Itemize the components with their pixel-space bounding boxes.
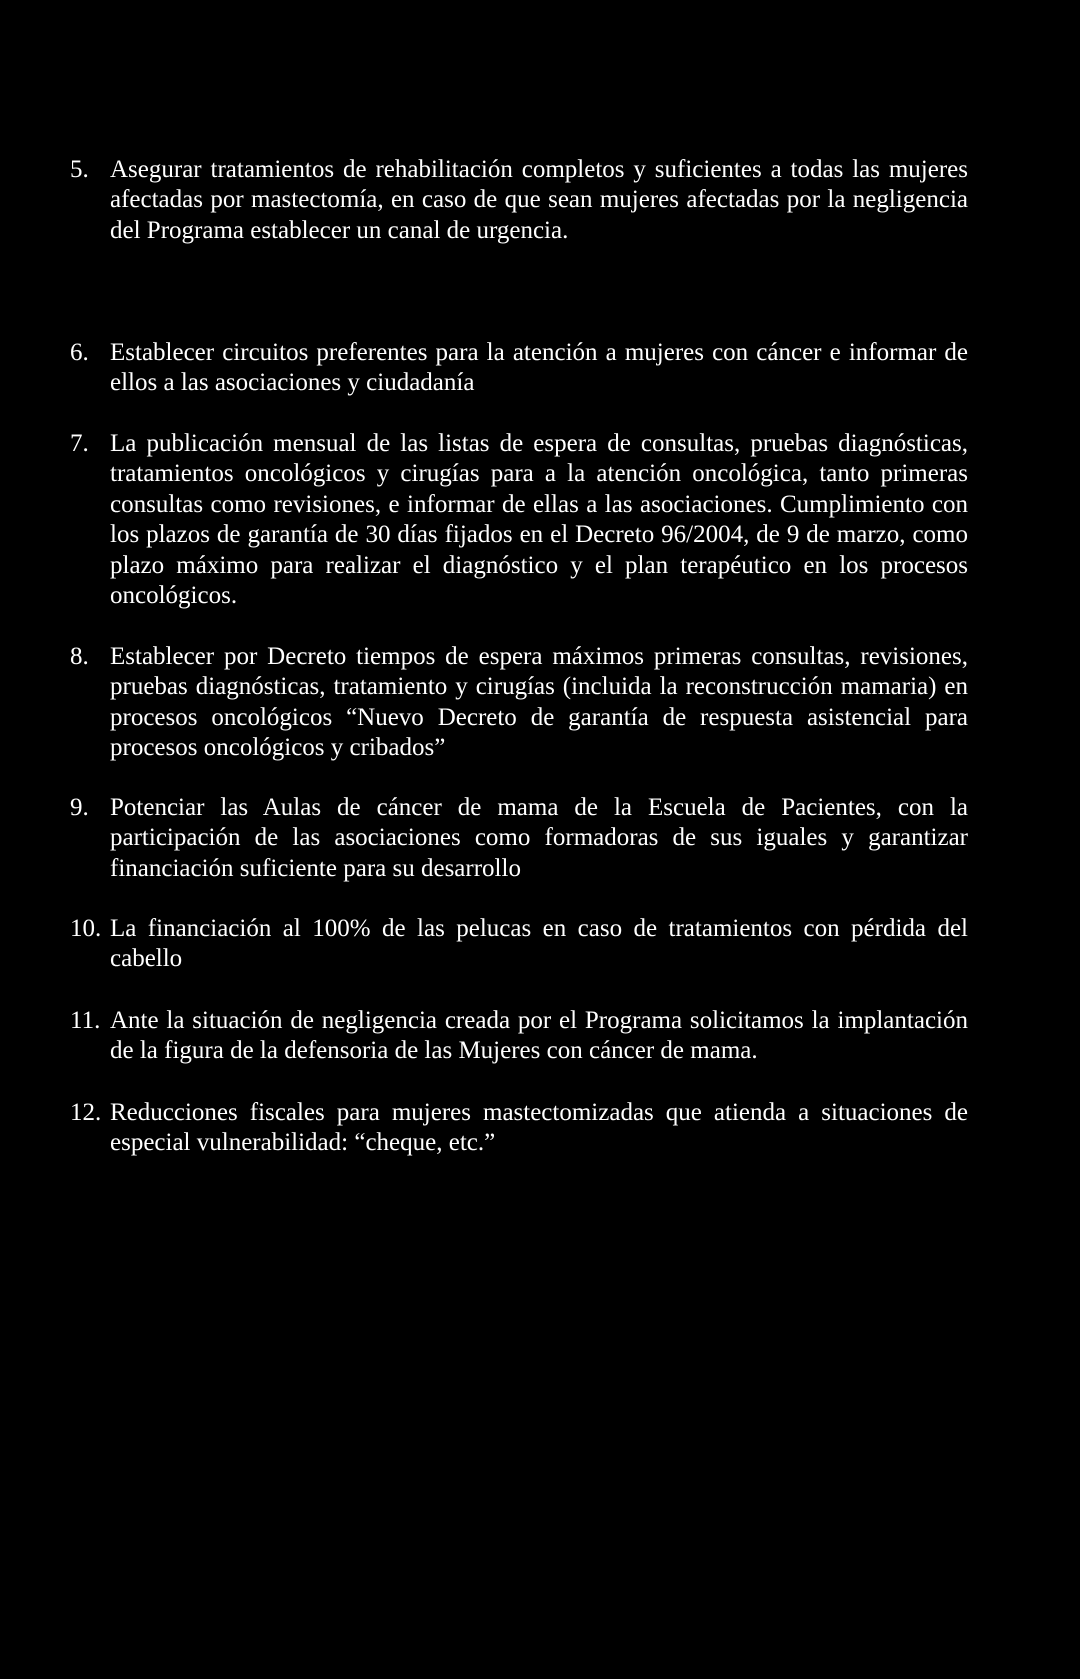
list-item-text: Asegurar tratamientos de rehabilitación completos y suficientes a todas las mujeres afectadas por mastectomía, en caso de que sean mujeres afectadas por la negligencia del Programa establecer un canal de urgencia. [110,156,968,244]
list-item-number: 7. [70,430,89,457]
list-item-text: Ante la situación de negligencia creada por el Programa solicitamos la implantación de la figura de la defensoria de las Mujeres con cáncer de mama. [110,1007,968,1065]
list-item-number: 10. [70,915,102,942]
list-item-number: 12. [70,1099,102,1126]
list-item-number: 11. [70,1007,101,1034]
list-item-number: 8. [70,643,89,670]
list-item-text: La publicación mensual de las listas de espera de consultas, pruebas diagnósticas, tratamientos oncológicos y cirugías para a la atención oncológica, tanto primeras consultas como revisiones, e informar de ellas a las asociaciones. Cumplimiento con los plazos de garantía de 30 días fijados en el Decreto 96/2004, de 9 de marzo, como plazo máximo para realizar el diagnóstico y el plan terapéutico en los procesos oncológicos. [110,430,968,610]
list-item-text: Reducciones fiscales para mujeres mastectomizadas que atienda a situaciones de especial vulnerabilidad: “cheque, etc.” [110,1099,968,1157]
list-item-text: Potenciar las Aulas de cáncer de mama de la Escuela de Pacientes, con la participación de las asociaciones como formadoras de sus iguales y garantizar financiación suficiente para su desarrollo [110,794,968,882]
list-item-number: 5. [70,156,89,183]
list-item-text: La financiación al 100% de las pelucas en caso de tratamientos con pérdida del cabello [110,915,968,973]
list-item-text: Establecer por Decreto tiempos de espera máximos primeras consultas, revisiones, pruebas diagnósticas, tratamiento y cirugías (incluida la reconstrucción mamaria) en procesos oncológicos “Nuevo Decreto de garantía de respuesta asistencial para procesos oncológicos y cribados” [110,643,968,762]
list-item-text: Establecer circuitos preferentes para la atención a mujeres con cáncer e informar de ellos a las asociaciones y ciudadanía [110,339,968,397]
list-item-number: 9. [70,794,89,821]
list-item-number: 6. [70,339,89,366]
